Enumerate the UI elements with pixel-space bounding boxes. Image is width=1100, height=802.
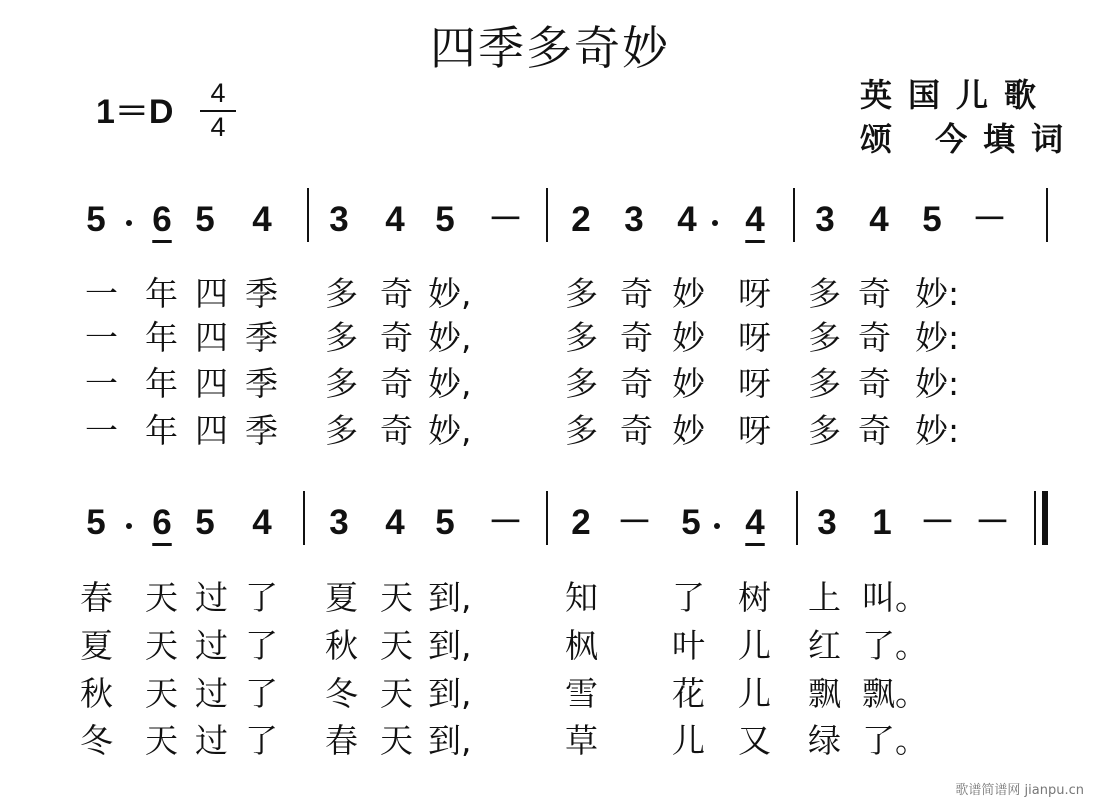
- lyric-char: 绿: [808, 721, 841, 760]
- lyric-char: 飘。: [862, 674, 928, 713]
- lyric-char: 了: [245, 626, 278, 665]
- augmentation-dot: [126, 523, 132, 529]
- song-title: 四季多奇妙: [430, 21, 670, 75]
- time-denominator: 4: [210, 112, 226, 142]
- lyric-char: 春: [325, 721, 358, 760]
- lyric-char: 花: [672, 674, 705, 713]
- lyric-char: 多: [325, 274, 358, 313]
- final-barline-thick: [1042, 491, 1048, 545]
- lyric-char: 妙,: [428, 411, 472, 450]
- lyric-char: 叫。: [862, 578, 928, 617]
- barline: [303, 491, 305, 545]
- lyric-char: 奇: [620, 364, 653, 403]
- note: 5: [435, 200, 455, 239]
- lyric-char: 妙,: [428, 364, 472, 403]
- note-dash: －: [617, 503, 653, 542]
- lyric-char: 天: [380, 674, 413, 713]
- lyric-char: 一: [85, 411, 118, 450]
- lyric-char: 妙: [672, 364, 705, 403]
- lyric-char: 过: [195, 721, 228, 760]
- lyric-char: 到,: [428, 626, 472, 665]
- barline: [307, 188, 309, 242]
- lyric-char: 又: [738, 721, 771, 760]
- note: 5: [922, 200, 942, 239]
- note: 4: [252, 200, 272, 239]
- lyric-char: 到,: [428, 721, 472, 760]
- note: 3: [329, 200, 349, 239]
- lyric-char: 奇: [858, 274, 891, 313]
- lyric-char: 呀: [738, 364, 771, 403]
- lyric-char: 年: [145, 274, 178, 313]
- note-dash: －: [972, 200, 1008, 239]
- lyric-char: 夏: [325, 578, 358, 617]
- lyric-char: 多: [808, 274, 841, 313]
- lyric-char: 奇: [620, 274, 653, 313]
- lyric-char: 年: [145, 411, 178, 450]
- note-dash: －: [920, 503, 956, 542]
- augmentation-dot: [126, 220, 132, 226]
- lyric-char: 四: [195, 274, 228, 313]
- lyric-char: 冬: [80, 721, 113, 760]
- lyric-char: 呀: [738, 274, 771, 313]
- lyric-char: 了: [245, 578, 278, 617]
- lyric-char: 奇: [858, 364, 891, 403]
- lyric-char: 过: [195, 674, 228, 713]
- lyric-char: 红: [808, 626, 841, 665]
- lyric-char: 儿: [672, 721, 705, 760]
- note: 5: [435, 503, 455, 542]
- note: 4: [385, 200, 405, 239]
- lyric-char: 多: [808, 318, 841, 357]
- lyric-char: 过: [195, 578, 228, 617]
- lyric-char: 年: [145, 318, 178, 357]
- lyric-char: 儿: [738, 626, 771, 665]
- lyric-char: 知: [565, 578, 598, 617]
- note: 2: [571, 503, 591, 542]
- lyric-char: 妙: [672, 411, 705, 450]
- note: 5: [86, 200, 106, 239]
- lyric-char: 了。: [862, 721, 928, 760]
- lyric-char: 了: [245, 674, 278, 713]
- lyric-char: 呀: [738, 411, 771, 450]
- watermark: 歌谱简谱网 jianpu.cn: [955, 783, 1084, 798]
- lyric-char: 冬: [325, 674, 358, 713]
- note-dash: －: [488, 200, 524, 239]
- lyric-char: 多: [808, 411, 841, 450]
- lyric-char: 多: [565, 318, 598, 357]
- note: 4: [869, 200, 889, 239]
- lyric-char: 到,: [428, 578, 472, 617]
- key-signature: 1＝D: [96, 93, 174, 131]
- lyric-char: 妙,: [428, 318, 472, 357]
- lyric-char: 枫: [565, 626, 598, 665]
- note: 4: [385, 503, 405, 542]
- note: 5: [681, 503, 701, 542]
- note-eighth: 6: [152, 503, 172, 542]
- lyric-char: 天: [380, 721, 413, 760]
- note-dash: －: [488, 503, 524, 542]
- augmentation-dot: [712, 220, 718, 226]
- lyric-char: 一: [85, 274, 118, 313]
- lyric-char: 妙: [672, 318, 705, 357]
- lyric-char: 奇: [380, 364, 413, 403]
- lyric-char: 多: [565, 274, 598, 313]
- note: 5: [86, 503, 106, 542]
- lyric-char: 草: [565, 721, 598, 760]
- lyric-char: 四: [195, 411, 228, 450]
- lyric-char: 天: [145, 721, 178, 760]
- barline: [793, 188, 795, 242]
- lyric-char: 奇: [380, 318, 413, 357]
- lyric-char: 妙:: [915, 274, 960, 313]
- lyric-char: 雪: [565, 674, 598, 713]
- lyric-char: 季: [245, 318, 278, 357]
- lyric-char: 了: [672, 578, 705, 617]
- note-eighth: 4: [745, 503, 765, 542]
- lyric-char: 呀: [738, 318, 771, 357]
- lyric-char: 奇: [380, 411, 413, 450]
- lyric-char: 四: [195, 318, 228, 357]
- lyric-char: 多: [325, 411, 358, 450]
- note: 3: [624, 200, 644, 239]
- lyric-char: 一: [85, 364, 118, 403]
- lyric-char: 奇: [380, 274, 413, 313]
- lyric-char: 夏: [80, 626, 113, 665]
- composer-credit: 英国儿歌: [860, 76, 1053, 114]
- lyric-char: 多: [325, 364, 358, 403]
- augmentation-dot: [714, 523, 720, 529]
- lyric-char: 季: [245, 364, 278, 403]
- barline: [1046, 188, 1048, 242]
- lyric-char: 了。: [862, 626, 928, 665]
- note-dash: －: [975, 503, 1011, 542]
- note: 4: [677, 200, 697, 239]
- note: 1: [872, 503, 892, 542]
- lyric-char: 天: [145, 674, 178, 713]
- time-signature: [200, 80, 236, 141]
- barline: [796, 491, 798, 545]
- lyric-char: 天: [380, 626, 413, 665]
- lyric-char: 奇: [620, 411, 653, 450]
- lyric-char: 奇: [858, 411, 891, 450]
- note: 2: [571, 200, 591, 239]
- lyric-char: 妙:: [915, 364, 960, 403]
- note-eighth: 4: [745, 200, 765, 239]
- lyric-char: 多: [565, 364, 598, 403]
- note: 5: [195, 503, 215, 542]
- lyric-char: 秋: [80, 674, 113, 713]
- note: 4: [252, 503, 272, 542]
- lyric-char: 天: [380, 578, 413, 617]
- lyric-char: 妙:: [915, 411, 960, 450]
- lyric-char: 妙:: [915, 318, 960, 357]
- lyric-char: 天: [145, 626, 178, 665]
- lyric-char: 妙: [672, 274, 705, 313]
- time-numerator: 4: [210, 78, 226, 108]
- lyric-char: 季: [245, 274, 278, 313]
- lyric-char: 季: [245, 411, 278, 450]
- lyric-char: 叶: [672, 626, 705, 665]
- lyric-char: 天: [145, 578, 178, 617]
- barline: [546, 491, 548, 545]
- lyric-char: 奇: [620, 318, 653, 357]
- lyric-char: 多: [808, 364, 841, 403]
- note-eighth: 6: [152, 200, 172, 239]
- note: 3: [329, 503, 349, 542]
- lyric-char: 一: [85, 318, 118, 357]
- lyric-char: 到,: [428, 674, 472, 713]
- lyric-char: 多: [325, 318, 358, 357]
- note: 3: [815, 200, 835, 239]
- lyric-char: 四: [195, 364, 228, 403]
- lyric-char: 飘: [808, 674, 841, 713]
- lyricist-credit: 颂 今填词: [860, 120, 1080, 158]
- lyric-char: 秋: [325, 626, 358, 665]
- barline: [546, 188, 548, 242]
- lyric-char: 年: [145, 364, 178, 403]
- lyric-char: 儿: [738, 674, 771, 713]
- lyric-char: 上: [808, 578, 841, 617]
- note: 5: [195, 200, 215, 239]
- lyric-char: 春: [80, 578, 113, 617]
- final-barline-thin: [1034, 491, 1036, 545]
- lyric-char: 过: [195, 626, 228, 665]
- lyric-char: 树: [738, 578, 771, 617]
- lyric-char: 妙,: [428, 274, 472, 313]
- note: 3: [817, 503, 837, 542]
- lyric-char: 了: [245, 721, 278, 760]
- lyric-char: 多: [565, 411, 598, 450]
- lyric-char: 奇: [858, 318, 891, 357]
